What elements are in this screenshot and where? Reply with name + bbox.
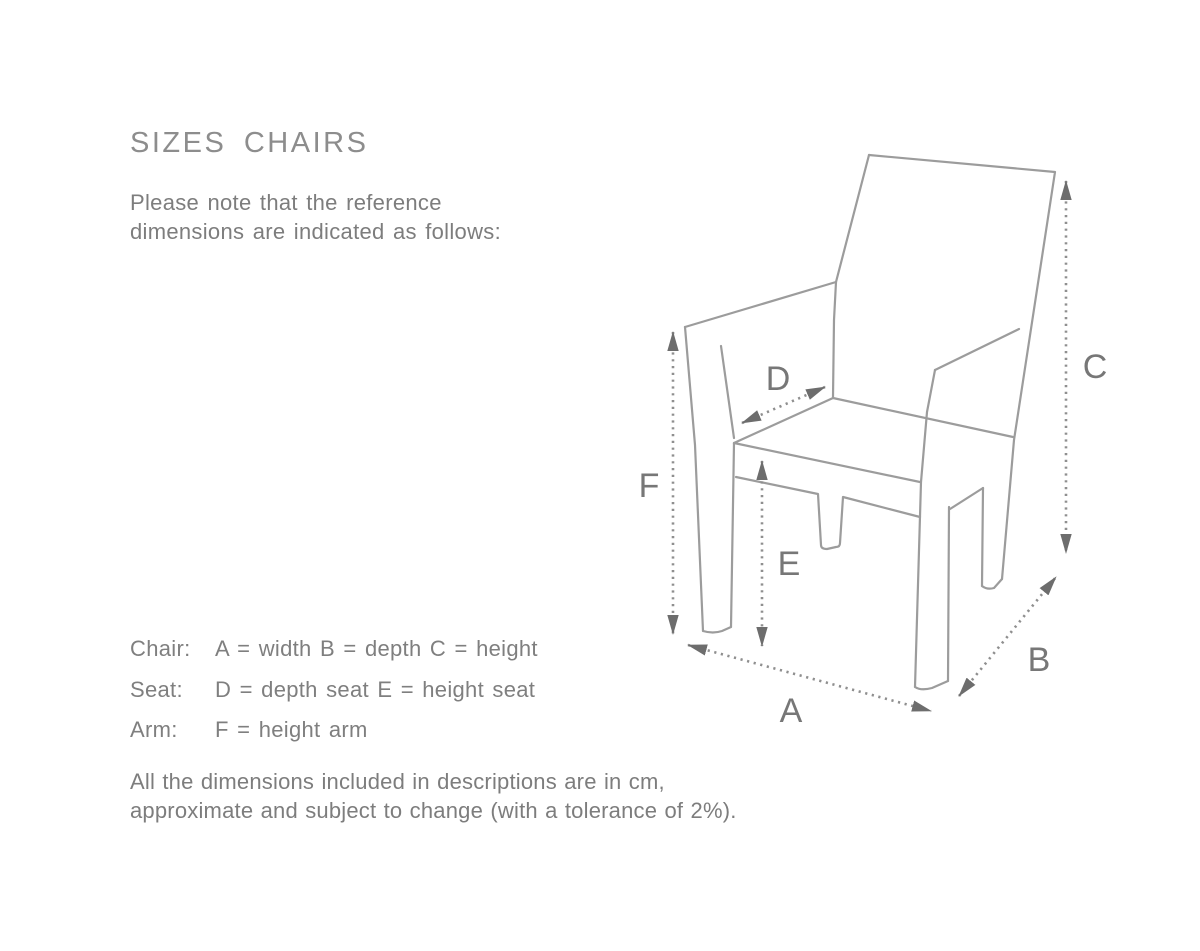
legend-label: Chair: (130, 636, 191, 661)
footer-line-2: approximate and subject to change (with a tolerance of 2%). (130, 797, 737, 823)
dimension-legend (130, 636, 538, 758)
chair-backrest-right-edge (869, 155, 1055, 579)
footer-note (130, 768, 737, 825)
chair-front-left-foot (703, 627, 731, 633)
chair-front-right-leg-right (948, 507, 949, 681)
dimension-arrows (673, 181, 1066, 711)
dimension-labels (639, 348, 1108, 730)
intro-line-1: Please note that the reference (130, 190, 442, 215)
dimension-arrow-a (688, 645, 931, 711)
footer-line-1: All the dimensions included in descriptions are in cm, (130, 769, 665, 794)
chair-left-armrest-inner (721, 346, 734, 438)
legend-definition: A = width B = depth C = height (215, 636, 538, 661)
chair-apron-and-rear-left-leg (736, 477, 920, 549)
chair-backrest-left-edge (833, 155, 869, 397)
dimension-label-d: D (765, 360, 791, 398)
legend-row-seat (130, 677, 538, 718)
legend-row-chair (130, 636, 538, 677)
chair-left-arm-front-edge (685, 327, 703, 631)
legend-definition: D = depth seat E = height seat (215, 676, 536, 702)
chair-rear-right-leg-left (982, 488, 983, 586)
dimension-label-b: B (1027, 641, 1051, 679)
legend-row-arm (130, 717, 538, 758)
chair-seat-back-edge (833, 398, 1013, 437)
dimension-label-e: E (777, 545, 801, 583)
legend-label: Seat: (130, 676, 183, 702)
page-title: SIZES CHAIRS (130, 127, 369, 159)
chair-right-apron-bottom (950, 488, 983, 509)
chair-rear-right-foot (982, 579, 1002, 589)
chair-front-right-foot (915, 681, 948, 689)
legend-label: Arm: (130, 717, 178, 742)
chair-front-left-leg-inner (731, 443, 734, 627)
chair-right-armrest-top (935, 329, 1019, 370)
chair-left-armrest-top (685, 282, 836, 327)
intro-line-2: dimensions are indicated as follows: (130, 219, 501, 244)
legend-definition: F = height arm (215, 717, 368, 742)
chair-line-drawing (685, 155, 1055, 689)
dimension-label-c: C (1082, 348, 1108, 386)
dimension-label-a: A (779, 692, 803, 730)
dimension-label-f: F (638, 467, 660, 505)
